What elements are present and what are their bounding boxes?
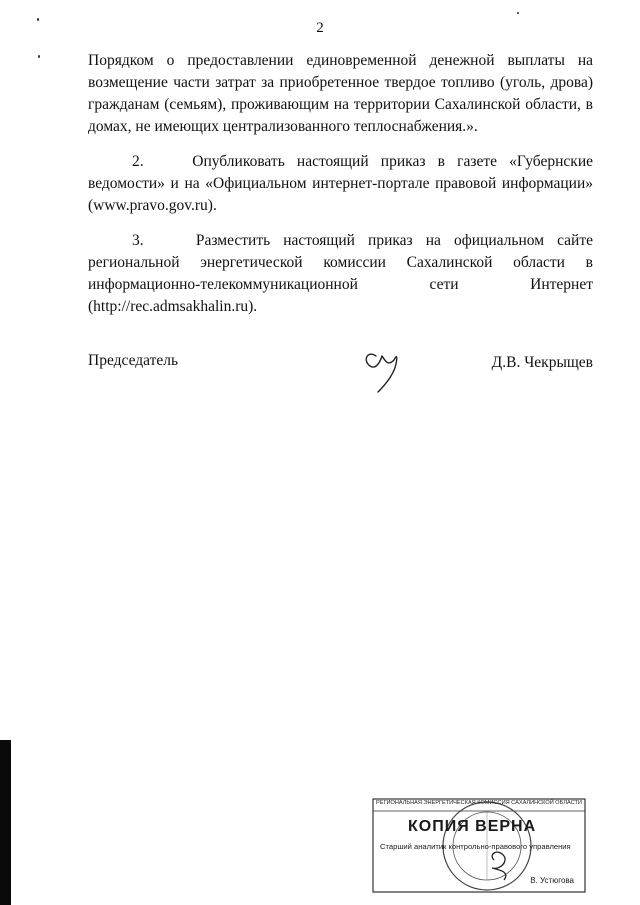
- scan-edge-shadow: [0, 740, 11, 905]
- document-paragraph-1: Порядком о предоставлении единовременной денежной выплаты на возмещение части затрат за приобретенное твердое топливо (уголь, дрова) гражданам (семьям), проживающим на территории Сахалинской области, в домах, не имеющих централизованного теплоснабжения.».: [88, 52, 593, 135]
- document-paragraph-3: 3. Разместить настоящий приказ на официальном сайте региональной энергетической комиссии Сахалинской области в информационно-телекоммуникационной сети Интернет (http://rec.admsakhalin.ru).: [88, 232, 593, 315]
- stamp-header: РЕГИОНАЛЬНАЯ ЭНЕРГЕТИЧЕСКАЯ КОМИССИЯ САХАЛИНСКОЙ ОБЛАСТИ: [376, 800, 582, 806]
- signature-block: [88, 352, 593, 412]
- stamp-position: Старший аналитик контрольно-правового управления: [380, 842, 571, 851]
- stamp-title: КОПИЯ ВЕРНА: [408, 818, 537, 835]
- handwritten-signature: [356, 346, 426, 396]
- scan-speck: [37, 18, 39, 21]
- scan-speck: [517, 12, 519, 14]
- stamp-name: В. Устюгова: [530, 876, 574, 885]
- scan-speck: [38, 55, 40, 58]
- signatory-role: Председатель: [88, 352, 179, 369]
- page-number: 2: [316, 20, 324, 36]
- signatory-name: Д.В. Чекрыщев: [491, 354, 593, 371]
- certification-stamp: [372, 798, 586, 893]
- document-paragraph-2: 2. Опубликовать настоящий приказ в газете «Губернские ведомости» и на «Официальном интернет-портале правовой информации» (www.pravo.gov.ru).: [88, 153, 593, 214]
